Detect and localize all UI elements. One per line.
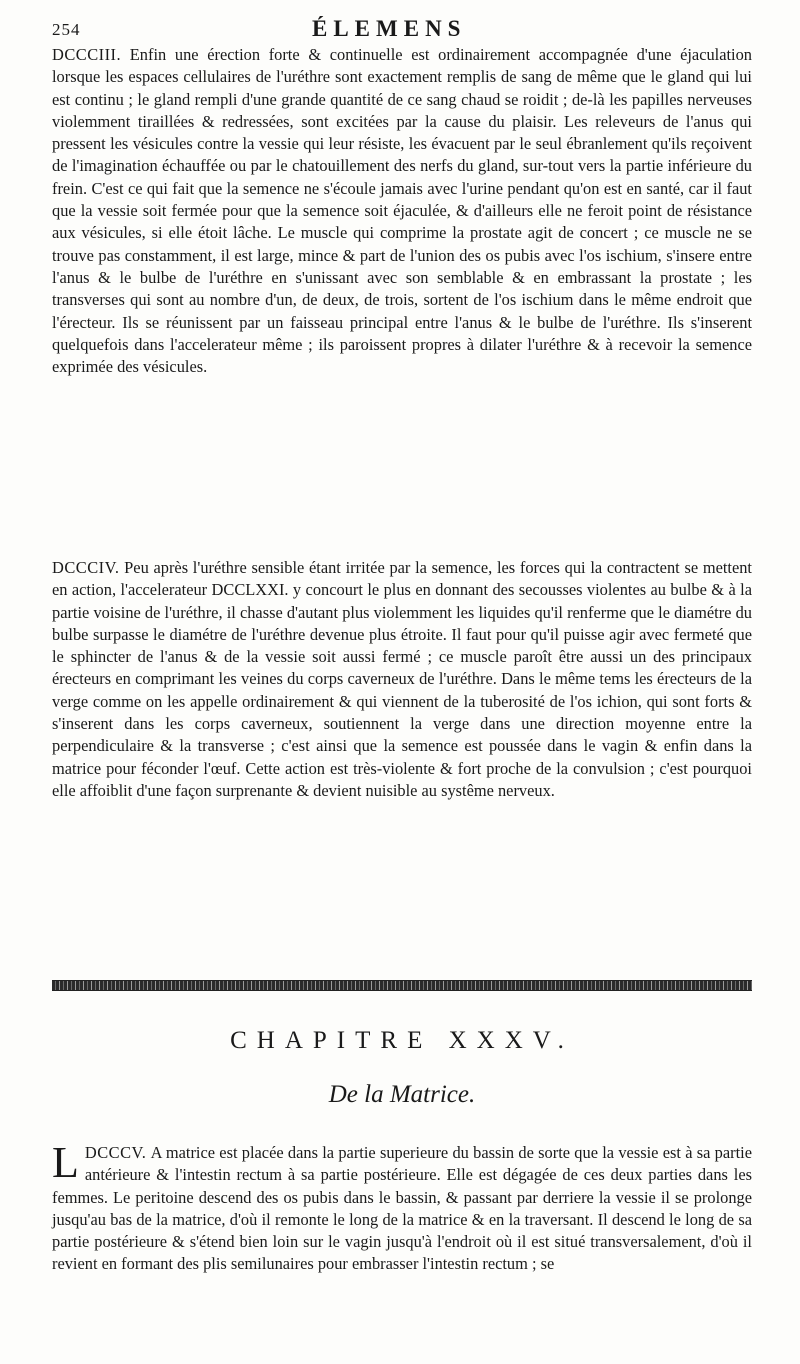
chapter-subtitle: De la Matrice.: [328, 1081, 476, 1108]
paragraph-number: DCCCV.: [84, 1143, 147, 1162]
paragraph-text: Enfin une érection forte & continuelle est ordinairement accompagnée d'une éjaculation lorsque les espaces cellulaires de l'uréthre sont exactement remplis de sang de même que le gland qui lui est continu ; le gland rempli d'une grande quantité de ce sang chaud se roidit ; de-là les papilles nerveuses violemment tiraillées & redressées, sont excitées par la cause du plaisir. Les releveurs de l'anus qui pressent les vésicules contre la vessie qui leur résiste, les évacuent par le seul ébranlement qu'ils reçoivent de l'imagination échauffée ou par le chatouillement des nerfs du gland, sur-tout vers la partie inférieure du frein. C'est ce qui fait que la semence ne s'écoule jamais avec l'urine pendant qu'on est en santé, car il faut que la vessie soit fermée pour que la semence soit éjaculée, & d'ailleurs elle ne feroit point de résistance aux vésicules, si elle étoit lâche. Le muscle qui comprime la prostate agit de concert ; ce muscle ne se trouve pas constamment, il est large, mince & part de l'union des os pubis avec l'os ischium, s'insere entre l'anus & le bulbe de l'uréthre en s'unissant avec son semblable & en embrassant la prostate ; les transverses qui sont au nombre d'un, de deux, de trois, sortent de l'os ischium dans le même endroit que l'érecteur. Ils se réunissent par un faisseau principal entre l'anus & le bulbe de l'uréthre. Ils s'inserent quelquefois dans l'accelerateur même ; ils paroissent propres à dilater l'uréthre & à recevoir la semence exprimée des vésicules.: [52, 45, 752, 377]
paragraph-dccciii: [52, 44, 752, 378]
paragraph-dcccv: [52, 1138, 752, 1276]
running-title: ÉLEMENS: [312, 16, 467, 41]
paragraph-number: DCCCIII.: [52, 45, 122, 64]
paragraph-dccciv: [52, 557, 752, 802]
paragraph-text: A matrice est placée dans la partie superieure du bassin de sorte que la vessie est à sa partie antérieure & l'intestin rectum à sa partie postérieure. Elle est dégagée de ces deux parties dans les femmes. Le peritoine descend des os pubis dans le bassin, & passant par derriere la vessie il se prolonge jusqu'au bas de la matrice, d'où il remonte le long de la matrice & en la traversant. Il descend le long de sa partie postérieure & s'étend bien loin sur le vagin jusqu'à l'endroit où il est situé transversalement, d'où il revient en formant des plis semilunaires pour embrasser l'intestin rectum ; se: [52, 1143, 752, 1274]
ornamental-divider: [52, 980, 752, 991]
chapter-title: CHAPITRE XXXV.: [230, 1027, 574, 1054]
drop-capital: L: [52, 1138, 79, 1187]
paragraph-number: DCCCIV.: [52, 558, 120, 577]
page-number: 254: [52, 20, 81, 39]
paragraph-text: Peu après l'uréthre sensible étant irritée par la semence, les forces qui la contractent se mettent en action, l'accelerateur DCCLXXI. y concourt le plus en donnant des secousses violentes au bulbe & à la partie voisine de l'uréthre, il chasse d'autant plus violemment les liquides qu'il renferme que le diamétre du bulbe surpasse le diamétre de l'uréthre devenue plus étroite. Il faut pour qu'il puisse agir avec fermeté que le sphincter de l'anus & de la vessie soit aussi fermé ; ce muscle paroît être aussi un des principaux érecteurs en comprimant les veines du corps caverneux de l'uréthre. Dans le même tems les érecteurs de la verge comme on les appelle ordinairement & qui viennent de la tuberosité de l'os ichion, qui sont forts & s'inserent dans les corps caverneux, soutiennent la verge dans une direction moyenne entre la perpendiculaire & la transverse ; c'est ainsi que la semence est poussée dans le vagin & enfin dans la matrice pour féconder l'œuf. Cette action est très-violente & fort proche de la convulsion ; c'est pourquoi elle affoiblit d'une façon surprenante & devient nuisible au systême nerveux.: [52, 558, 752, 800]
running-head: [52, 16, 742, 44]
